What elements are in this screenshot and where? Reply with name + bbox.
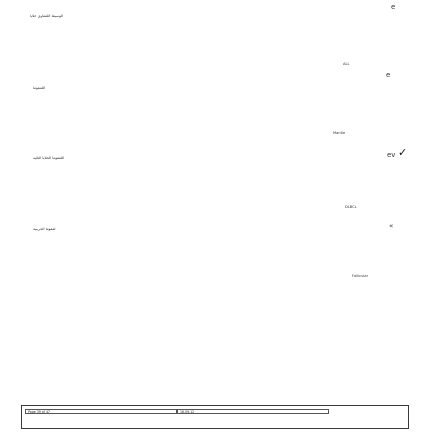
page-number: Page 39 of 47 bbox=[25, 409, 177, 414]
subtype-label-1: ALL bbox=[343, 62, 350, 66]
subtype-label-2: Mantle bbox=[333, 131, 346, 135]
top-answer-mark: e bbox=[391, 3, 396, 11]
checkmark-icon: ✓ bbox=[398, 146, 408, 159]
answer-mark-3: « bbox=[389, 222, 394, 230]
answer-mark-1: e bbox=[386, 71, 391, 79]
answer-mark-2: ev bbox=[387, 151, 396, 159]
subtype-label-3: DLBCL bbox=[345, 205, 357, 209]
question-label-2: اللمفوما bbox=[33, 86, 46, 90]
question-label-4: لمفوما الجريبية bbox=[33, 227, 56, 231]
page-footer bbox=[21, 405, 409, 429]
question-label-3: اللمفوما الخلايا التائية bbox=[33, 156, 65, 160]
version-date: 16.09.12 bbox=[177, 409, 329, 414]
question-label-1: الوسيط اللمفاوي خلايا bbox=[30, 14, 64, 18]
subtype-label-4: Follicular bbox=[352, 274, 369, 278]
